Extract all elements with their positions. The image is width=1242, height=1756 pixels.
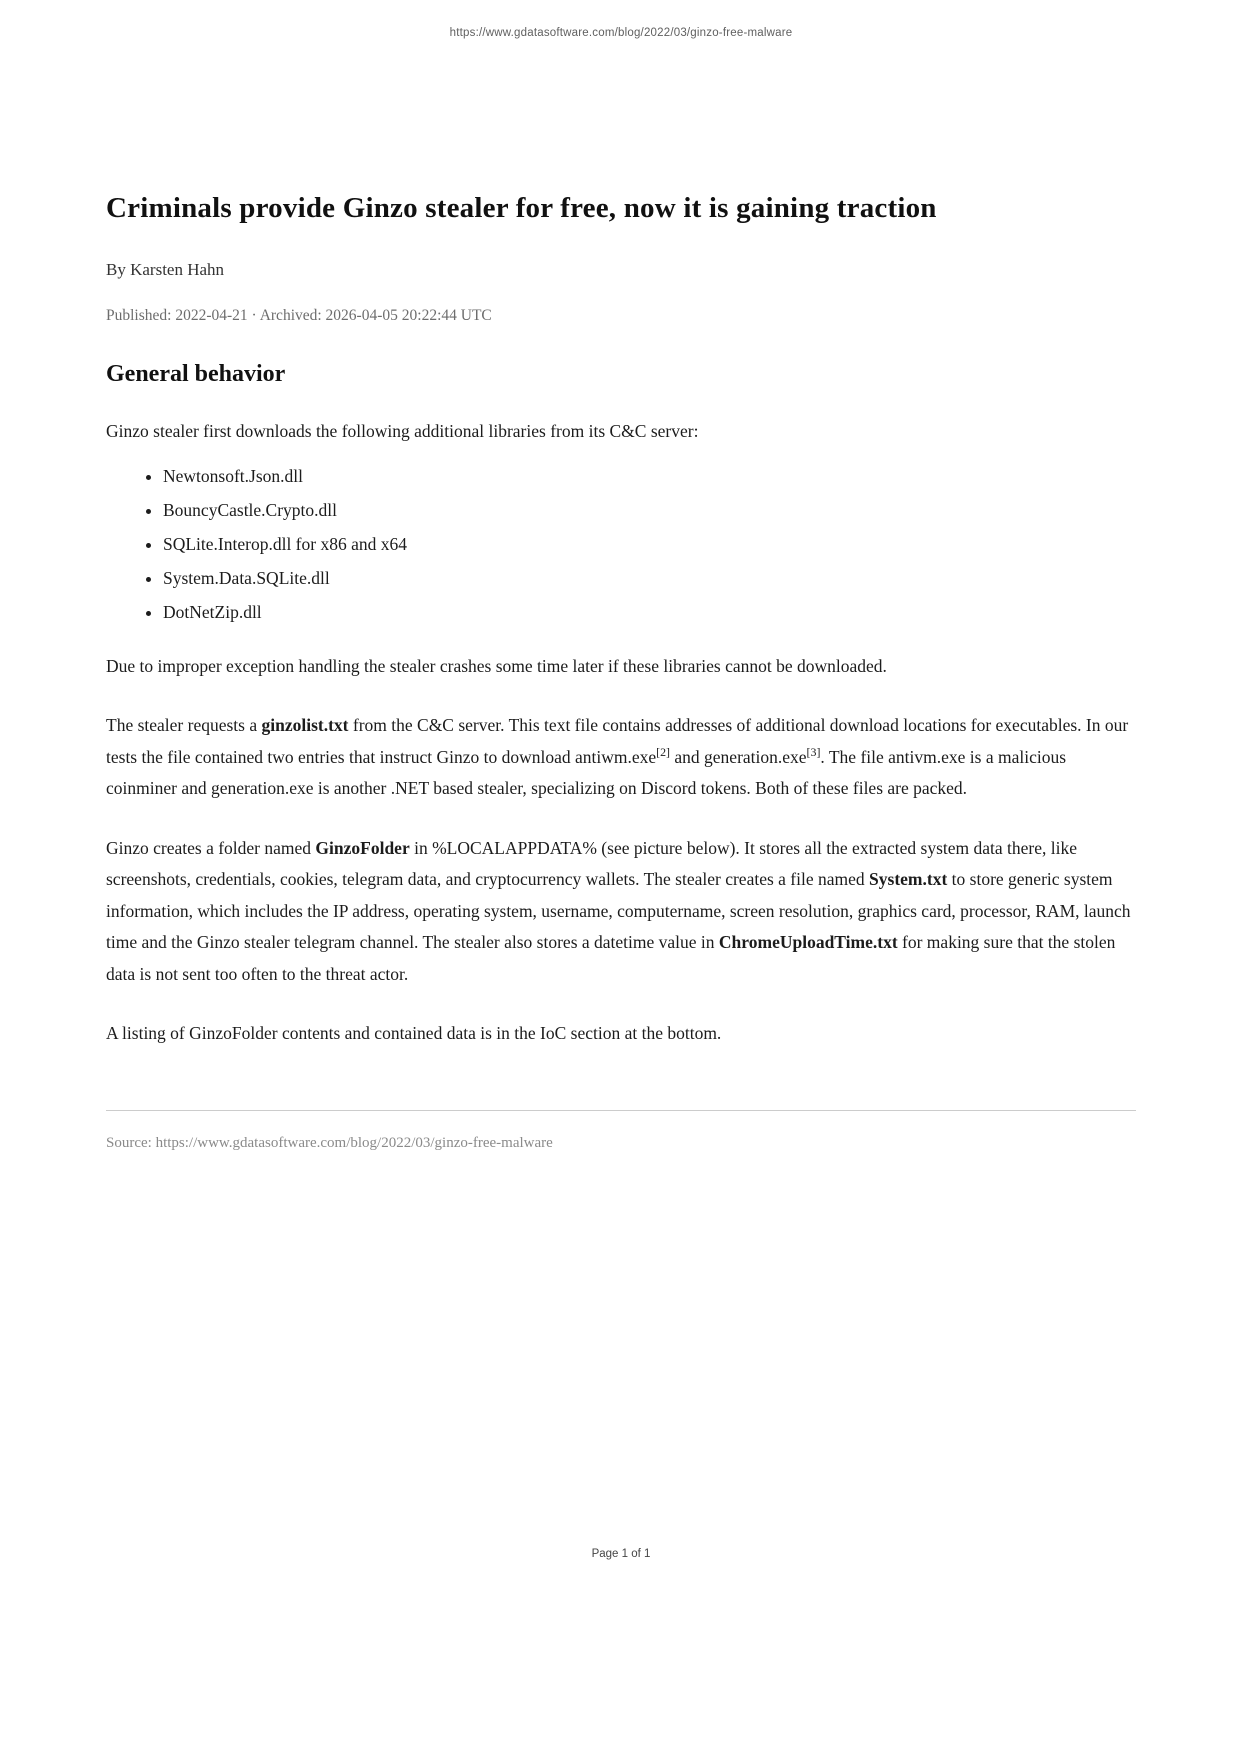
- page-footer: [0, 1548, 1242, 1560]
- list-item: • Newtonsoft.Json.dll: [163, 466, 1136, 487]
- paragraph-ginzofolder: Ginzo creates a folder named GinzoFolder in %LOCALAPPDATA% (see picture below). It stores all the extracted system data there, like screenshots, credentials, cookies, telegram data, and cryptocurrency wallets. The stealer creates a file named System.txt to store generic system information, which includes the IP address, operating system, username, computername, screen resolution, graphics card, processor, RAM, launch time and the Ginzo stealer telegram channel. The stealer also stores a datetime value in ChromeUploadTime.txt for making sure that the stolen data is not sent too often to the threat actor.: [106, 837, 1131, 984]
- paragraph-intro: Ginzo stealer first downloads the following additional libraries from its C&C server:: [106, 421, 699, 442]
- paragraph-listing: A listing of GinzoFolder contents and contained data is in the IoC section at the bottom.: [106, 1023, 722, 1044]
- list-item: • DotNetZip.dll: [163, 602, 1136, 623]
- library-list: [106, 466, 1136, 623]
- list-item: • BouncyCastle.Crypto.dll: [163, 500, 1136, 521]
- byline: By Karsten Hahn: [106, 260, 225, 280]
- page-number: Page 1 of 1: [591, 1548, 651, 1560]
- page-title: Criminals provide Ginzo stealer for free, now it is gaining traction: [106, 192, 937, 224]
- section-heading: General behavior: [106, 361, 286, 388]
- article: [106, 0, 1136, 1152]
- paragraph-ginzolist: The stealer requests a ginzolist.txt from the C&C server. This text file contains addresses of additional download locations for executables. In our tests the file contained two entries that instruct Ginzo to download antiwm.exe[2] and generation.exe[3]. The file antivm.exe is a malicious coinminer and generation.exe is another .NET based stealer, specializing on Discord tokens. Both of these files are packed.: [106, 715, 1129, 799]
- list-item: • SQLite.Interop.dll for x86 and x64: [163, 534, 1136, 555]
- divider: [106, 1110, 1136, 1111]
- header-url: https://www.gdatasoftware.com/blog/2022/03/ginzo-free-malware: [449, 27, 793, 39]
- source-line: Source: https://www.gdatasoftware.com/blog/2022/03/ginzo-free-malware: [106, 1134, 553, 1151]
- list-item: • System.Data.SQLite.dll: [163, 568, 1136, 589]
- published-meta: Published: 2022-04-21 · Archived: 2026-04-05 20:22:44 UTC: [106, 307, 492, 325]
- paragraph-crash: Due to improper exception handling the stealer crashes some time later if these libraries cannot be downloaded.: [106, 655, 887, 676]
